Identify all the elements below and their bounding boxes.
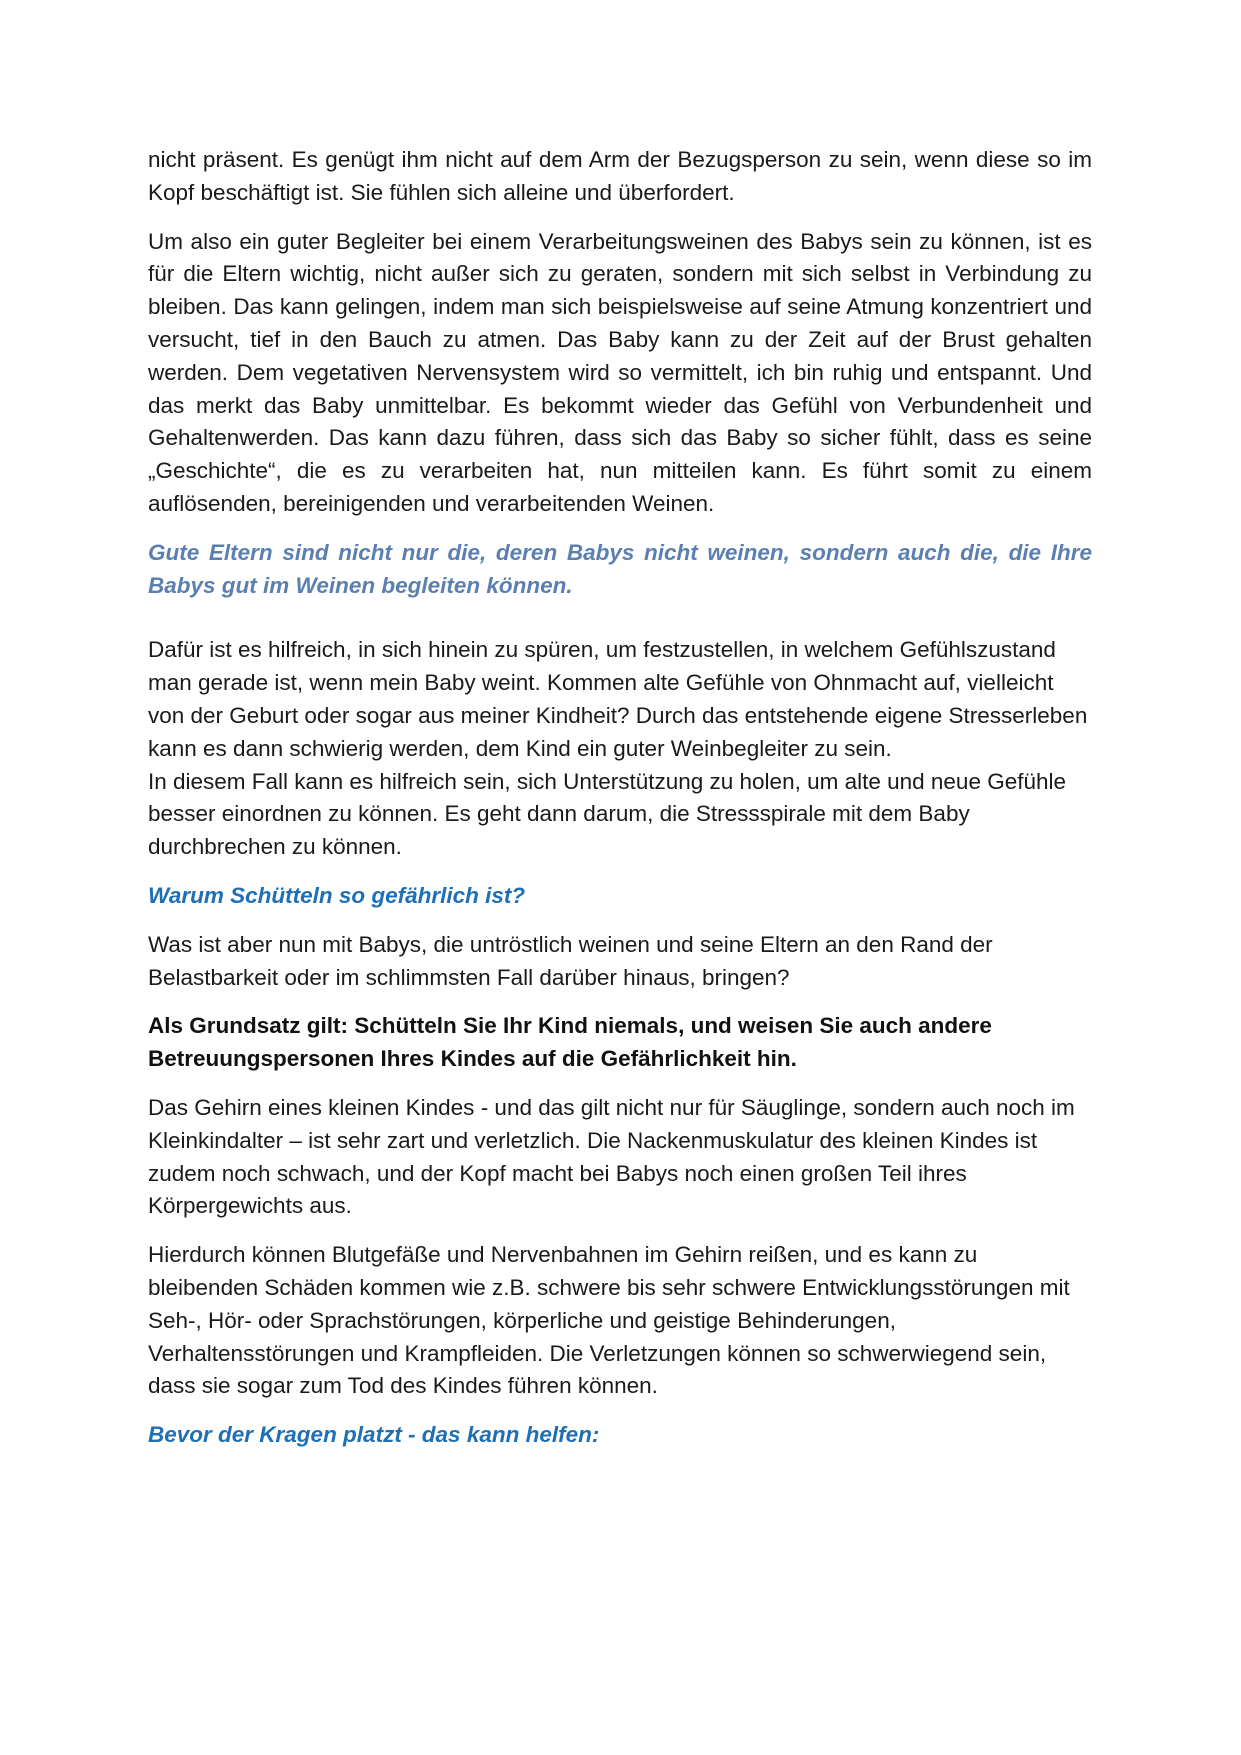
paragraph-feelings: Dafür ist es hilfreich, in sich hinein zu spüren, um festzustellen, in welchem Gefühlszustand man gerade ist, wenn mein Baby weint. Kommen alte Gefühle von Ohnmacht auf, vielleicht von der Geburt oder sogar aus meiner Kindheit? Durch das entstehende eigene Stresserleben kann es dann schwierig werden, dem Kind ein guter Weinbegleiter zu sein. (148, 637, 1088, 761)
paragraph-companion: Um also ein guter Begleiter bei einem Verarbeitungsweinen des Babys sein zu können, ist es für die Eltern wichtig, nicht außer sich zu geraten, sondern mit sich selbst in Verbindung zu bleiben. Das kann gelingen, indem man sich beispielsweise auf seine Atmung konzentriert und versucht, tief in den Bauch zu atmen. Das Baby kann zu der Zeit auf der Brust gehalten werden. Dem vegetativen Nervensystem wird so vermittelt, ich bin ruhig und entspannt. Und das merkt das Baby unmittelbar. Es bekommt wieder das Gefühl von Verbundenheit und Gehaltenwerden. Das kann dazu führen, dass sich das Baby so sicher fühlt, dass es seine „Geschichte“, die es zu verarbeiten hat, nun mitteilen kann. Es führt somit zu einem auflösenden, bereinigenden und verarbeitenden Weinen. (148, 228, 1092, 516)
section-heading-help: Bevor der Kragen platzt - das kann helfen: (148, 1422, 600, 1448)
document-page (148, 144, 1092, 1468)
highlight-quote: Gute Eltern sind nicht nur die, deren Babys nicht weinen, sondern auch die, die Ihre Babys gut im Weinen begleiten können. (148, 539, 1092, 598)
paragraph-intro: nicht präsent. Es genügt ihm nicht auf dem Arm der Bezugsperson zu sein, wenn diese so im Kopf beschäftigt ist. Sie fühlen sich alleine und überfordert. (148, 147, 1092, 205)
bold-principle: Als Grundsatz gilt: Schütteln Sie Ihr Kind niemals, und weisen Sie auch andere Betreuungspersonen Ihres Kindes auf die Gefährlichkeit hin. (148, 1013, 992, 1072)
paragraph-brain: Das Gehirn eines kleinen Kindes - und das gilt nicht nur für Säuglinge, sondern auch noch im Kleinkindalter – ist sehr zart und verletzlich. Die Nackenmuskulatur des kleinen Kindes ist zudem noch schwach, und der Kopf macht bei Babys noch einen großen Teil ihres Körpergewichts aus. (148, 1094, 1075, 1219)
paragraph-damage: Hierdurch können Blutgefäße und Nervenbahnen im Gehirn reißen, und es kann zu bleibenden Schäden kommen wie z.B. schwere bis sehr schwere Entwicklungsstörungen mit Seh-, Hör- oder Sprachstörungen, körperliche und geistige Behinderungen, Verhaltensstörungen und Krampfleiden. Die Verletzungen können so schwerwiegend sein, dass sie sogar zum Tod des Kindes führen können. (148, 1242, 1070, 1399)
paragraph-support: In diesem Fall kann es hilfreich sein, sich Unterstützung zu holen, um alte und neue Gefühle besser einordnen zu können. Es geht dann darum, die Stressspirale mit dem Baby durchbrechen zu können. (148, 768, 1067, 860)
section-heading-shaking: Warum Schütteln so gefährlich ist? (148, 882, 526, 908)
paragraph-question: Was ist aber nun mit Babys, die untröstlich weinen und seine Eltern an den Rand der Belastbarkeit oder im schlimmsten Fall darüber hinaus, bringen? (148, 931, 993, 990)
